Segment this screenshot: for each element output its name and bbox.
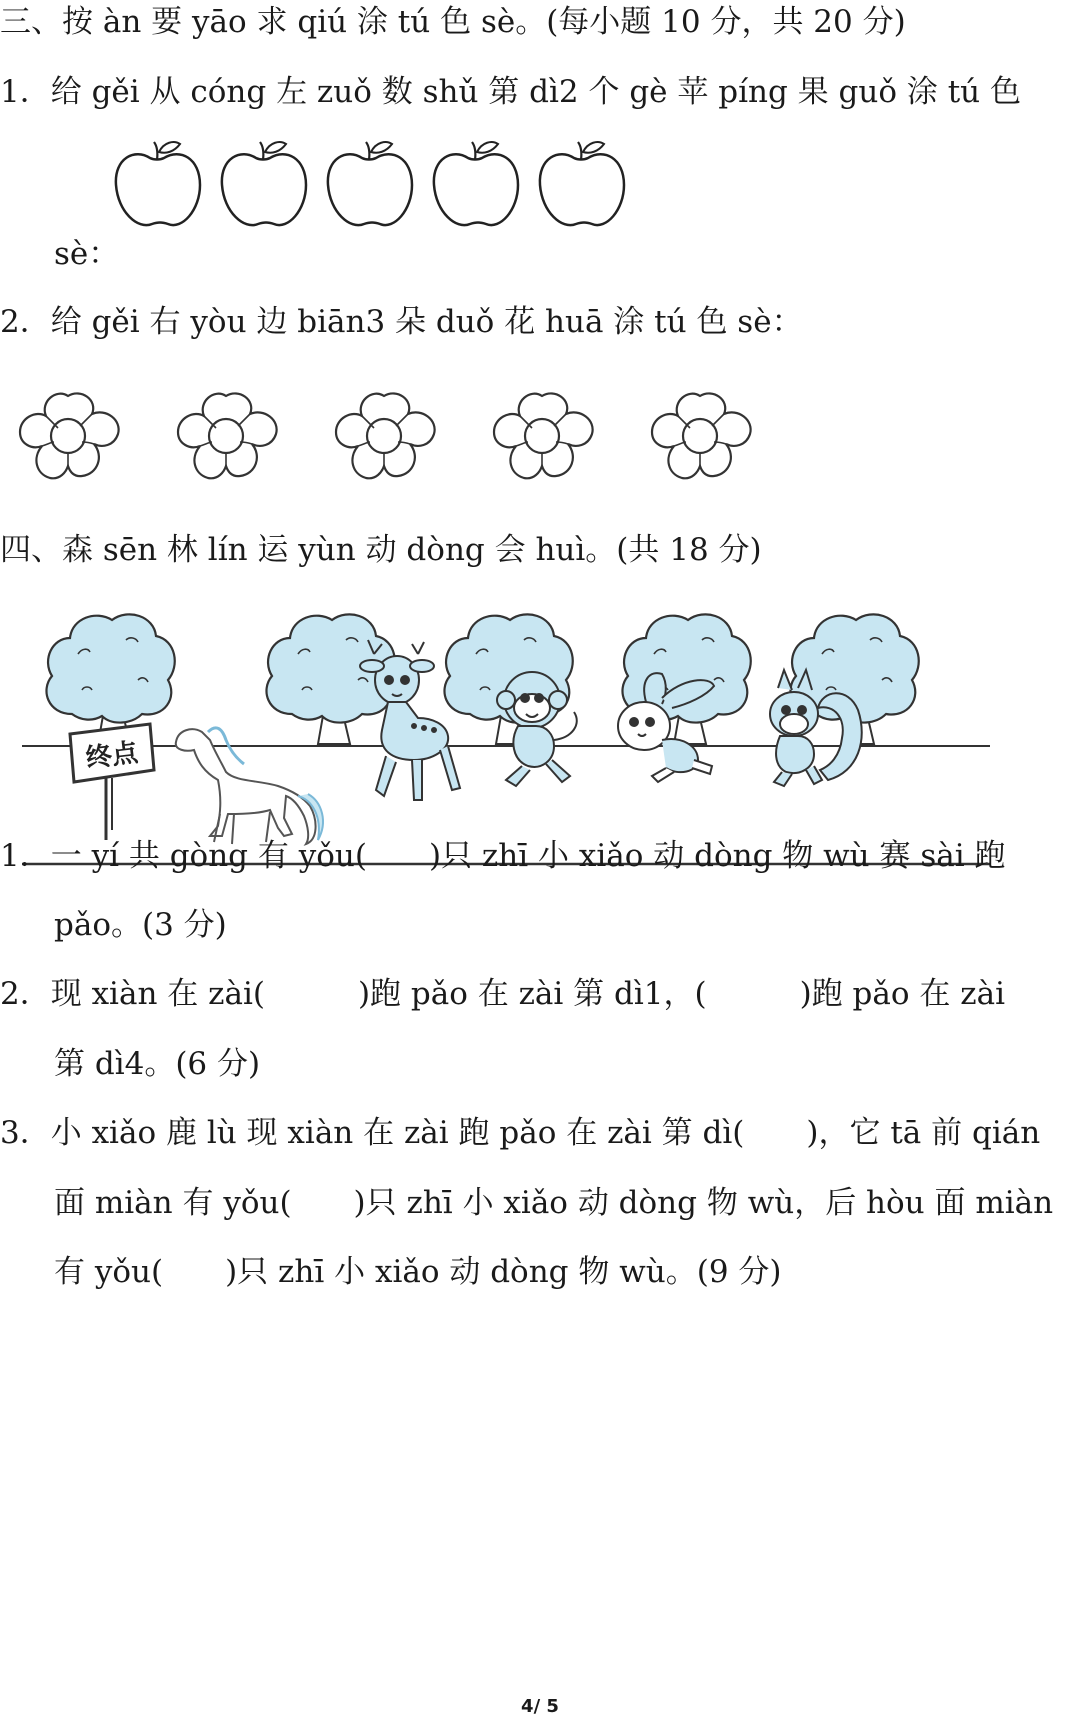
apple-5[interactable] xyxy=(540,142,624,225)
q4-2-text-cont: 第 dì4。(6 分) xyxy=(54,1046,261,1082)
flower-4[interactable] xyxy=(494,393,593,478)
apple-4[interactable] xyxy=(434,142,518,225)
section3-heading: 三、按 àn 要 yāo 求 qiú 涂 tú 色 sè。(每小题 10 分，共 20 分) xyxy=(0,4,906,40)
finish-sign xyxy=(70,724,154,840)
q3-1-text: 1．给 gěi 从 cóng 左 zuǒ 数 shǔ 第 dì2 个 gè 苹 píng 果 guǒ 涂 tú 色 xyxy=(0,74,1021,110)
q4-3-text-cont-2: 有 yǒu( )只 zhī 小 xiǎo 动 dòng 物 wù。(9 分) xyxy=(54,1254,782,1290)
flower-1[interactable] xyxy=(20,393,119,478)
flower-2[interactable] xyxy=(178,393,277,478)
tree-3 xyxy=(444,614,572,744)
flower-3[interactable] xyxy=(336,393,435,478)
q4-1-text: 1．一 yí 共 gòng 有 yǒu( )只 zhī 小 xiǎo 动 dòng 物 wù 赛 sài 跑 xyxy=(0,838,1006,874)
apple-1[interactable] xyxy=(116,142,200,225)
forest-race-illustration xyxy=(22,600,992,870)
q4-3-text: 3．小 xiǎo 鹿 lù 现 xiàn 在 zài 跑 pǎo 在 zài 第 dì( )，它 tā 前 qián xyxy=(0,1115,1041,1151)
q3-2-text: 2．给 gěi 右 yòu 边 biān3 朵 duǒ 花 huā 涂 tú 色 sè： xyxy=(0,304,803,340)
flower-5[interactable] xyxy=(652,393,751,478)
q4-1-text-cont: pǎo。(3 分) xyxy=(54,907,227,943)
tree-1 xyxy=(46,614,174,744)
page-number: 4/ 5 xyxy=(521,1696,559,1717)
apples-row xyxy=(110,140,630,235)
q4-3-text-cont-1: 面 miàn 有 yǒu( )只 zhī 小 xiǎo 动 dòng 物 wù，后 hòu 面 miàn xyxy=(54,1185,1054,1221)
flowers-row xyxy=(18,390,838,490)
finish-sign-text: 终点 xyxy=(84,737,140,775)
q4-2-text: 2．现 xiàn 在 zài( )跑 pǎo 在 zài 第 dì1，( )跑 pǎo 在 zài xyxy=(0,976,1005,1012)
section4-heading: 四、森 sēn 林 lín 运 yùn 动 dòng 会 huì。(共 18 分) xyxy=(0,532,762,568)
apple-3[interactable] xyxy=(328,142,412,225)
q3-1-text-cont: sè： xyxy=(54,236,120,272)
apple-2[interactable] xyxy=(222,142,306,225)
